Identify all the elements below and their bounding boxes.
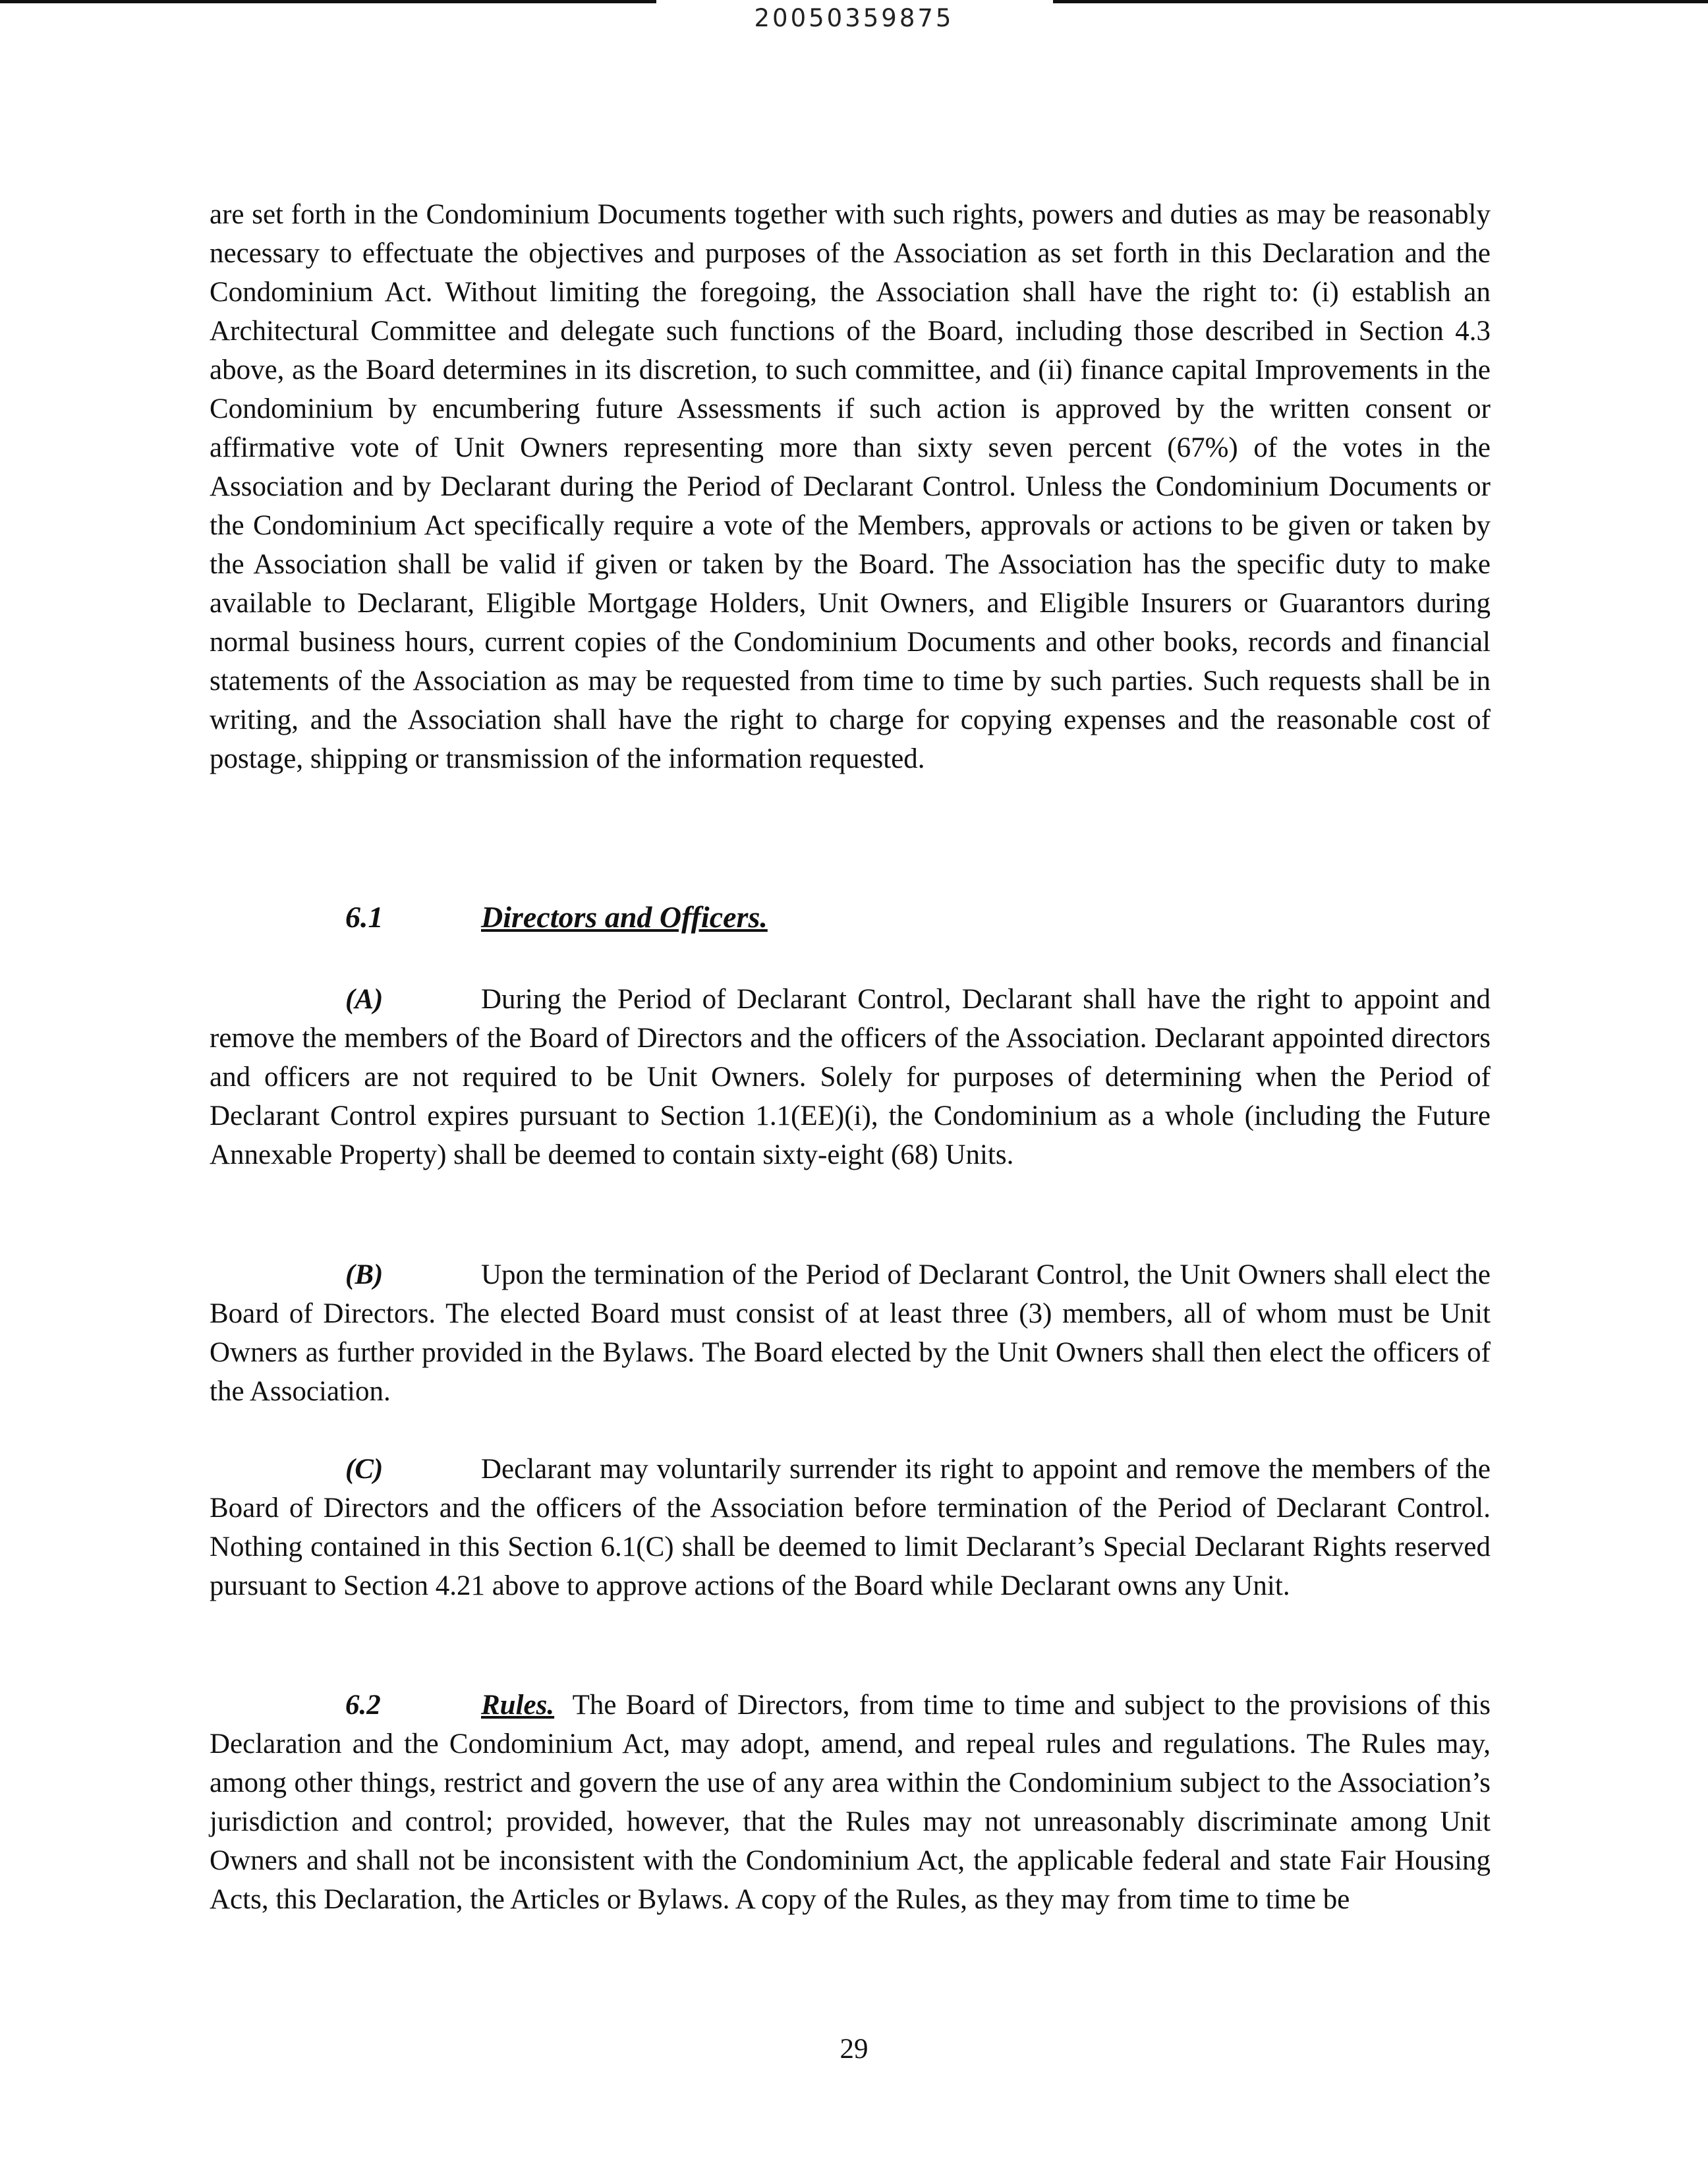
- subsection-b: [210, 1255, 1491, 1411]
- section-6-2-paragraph: [210, 1686, 1491, 1919]
- intro-paragraph: are set forth in the Condominium Documents together with such rights, powers and duties as may be reasonably necessary to effectuate the objectives and purposes of the Association as set forth in this Declaration and the Condominium Act. Without limiting the foregoing, the Association shall have the right to: (i) establish an Architectural Committee and delegate such functions of the Board, including those described in Section 4.3 above, as the Board determines in its discretion, to such committee, and (ii) finance capital Improvements in the Condominium by encumbering future Assessments if such action is approved by the written consent or affirmative vote of Unit Owners representing more than sixty seven percent (67%) of the votes in the Association and by Declarant during the Period of Declarant Control. Unless the Condominium Documents or the Condominium Act specifically require a vote of the Members, approvals or actions to be given or taken by the Association shall be valid if given or taken by the Board. The Association has the specific duty to make available to Declarant, Eligible Mortgage Holders, Unit Owners, and Eligible Insurers or Guarantors during normal business hours, current copies of the Condominium Documents and other books, records and financial statements of the Association as may be requested from time to time by such parties. Such requests shall be in writing, and the Association shall have the right to charge for copying expenses and the reasonable cost of postage, shipping or transmission of the information requested.: [210, 199, 1491, 774]
- document-number: 20050359875: [754, 4, 954, 32]
- section-title: Directors and Officers.: [481, 900, 768, 934]
- top-rule-right: [1053, 0, 1708, 3]
- section-number: 6.2: [345, 1690, 381, 1721]
- section-title: Rules.: [481, 1690, 555, 1721]
- subsection-label: (C): [345, 1454, 384, 1485]
- subsection-label: (A): [345, 984, 384, 1015]
- page-number: 29: [840, 2034, 868, 2065]
- subsection-c: [210, 1450, 1491, 1605]
- subsection-label: (B): [345, 1259, 384, 1290]
- section-text: The Board of Directors, from time to time and subject to the provisions of this Declaration and the Condominium Act, may adopt, amend, and repeal rules and regulations. The Rules may, among other things, restrict and govern the use of any area within the Condominium subject to the Association’s jurisdiction and control; provided, however, that the Rules may not unreasonably discriminate among Unit Owners and shall not be inconsistent with the Condominium Act, the applicable federal and state Fair Housing Acts, this Declaration, the Articles or Bylaws. A copy of the Rules, as they may from time to time be: [210, 1690, 1491, 1915]
- subsection-text: During the Period of Declarant Control, Declarant shall have the right to appoint and remove the members of the Board of Directors and the officers of the Association. Declarant appointed directors and officers are not required to be Unit Owners. Solely for purposes of determining when the Period of Declarant Control expires pursuant to Section 1.1(EE)(i), the Condominium as a whole (including the Future Annexable Property) shall be deemed to contain sixty-eight (68) Units.: [210, 984, 1491, 1170]
- top-rule-left: [0, 0, 656, 3]
- subsection-text: Upon the termination of the Period of Declarant Control, the Unit Owners shall elect the Board of Directors. The elected Board must consist of at least three (3) members, all of whom must be Unit Owners as further provided in the Bylaws. The Board elected by the Unit Owners shall then elect the officers of the Association.: [210, 1259, 1491, 1407]
- section-number: 6.1: [345, 900, 384, 934]
- subsection-a: [210, 980, 1491, 1174]
- subsection-text: Declarant may voluntarily surrender its right to appoint and remove the members of the Board of Directors and the officers of the Association before termination of the Period of Declarant Control. Nothing contained in this Section 6.1(C) shall be deemed to limit Declarant’s Special Declarant Rights reserved pursuant to Section 4.21 above to approve actions of the Board while Declarant owns any Unit.: [210, 1454, 1491, 1601]
